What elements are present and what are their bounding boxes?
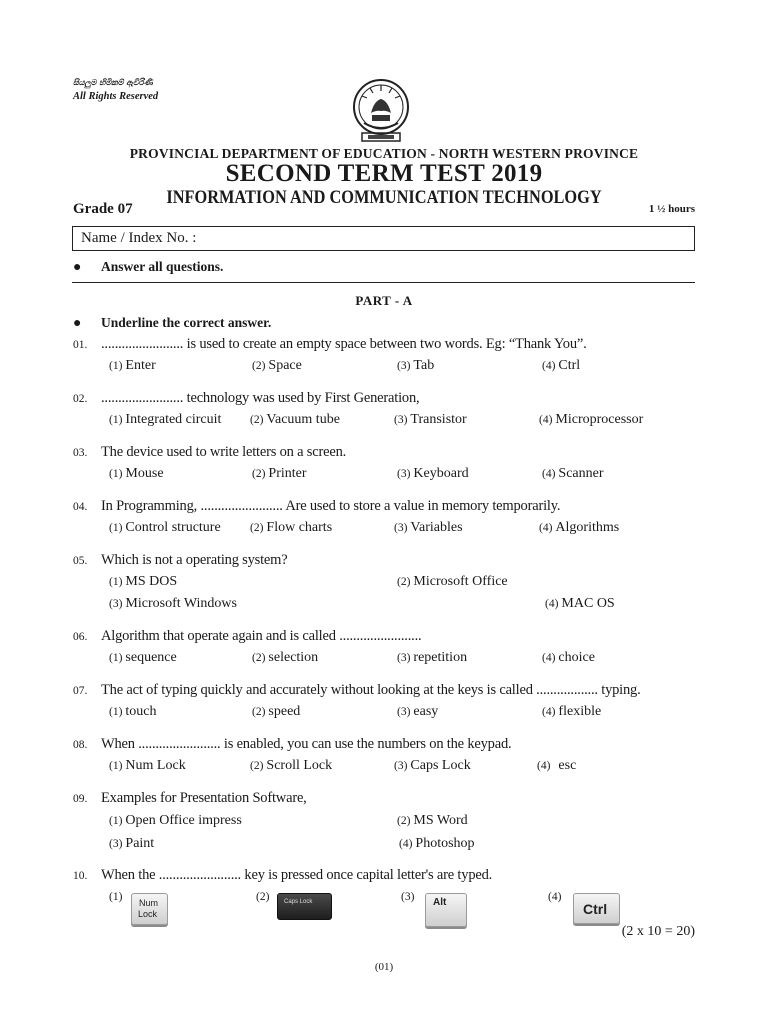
option[interactable]: (3) easy <box>397 704 439 719</box>
option[interactable]: (4) choice <box>542 650 595 665</box>
option[interactable]: (1) Integrated circuit <box>109 412 222 427</box>
name-index-label: Name / Index No. : <box>81 230 197 246</box>
alt-key-icon[interactable]: Alt <box>425 893 467 927</box>
option[interactable]: (4) Ctrl <box>542 358 581 373</box>
option[interactable]: (4) Algorithms <box>539 520 620 535</box>
option[interactable]: (4) flexible <box>542 704 602 719</box>
question-number: 08. <box>73 739 88 751</box>
part-heading: PART - A <box>355 293 413 308</box>
subject-title: INFORMATION AND COMMUNICATION TECHNOLOGY <box>166 187 602 208</box>
option[interactable]: (3) Caps Lock <box>394 758 471 773</box>
option[interactable]: (2) speed <box>252 704 301 719</box>
option[interactable]: (1) Control structure <box>109 520 221 535</box>
rights-sinhala: සියලුම හිමිකම් ඇවිරිණි <box>73 78 153 87</box>
question-number: 05. <box>73 555 88 567</box>
option[interactable]: (4) esc <box>537 758 577 773</box>
option[interactable]: (2) Space <box>252 358 302 373</box>
question-number: 07. <box>73 685 88 697</box>
option[interactable]: (3) Transistor <box>394 412 467 427</box>
question-text: In Programming, ........................ Are used to store a value in memory temporarily. <box>101 498 561 514</box>
option[interactable]: (1) <box>109 891 123 903</box>
option[interactable]: (1) Mouse <box>109 466 164 481</box>
question-text: When the ........................ key is pressed once capital letter's are typed. <box>101 867 493 883</box>
option[interactable]: (1) Enter <box>109 358 156 373</box>
government-emblem-icon <box>352 77 410 143</box>
question-text: Examples for Presentation Software, <box>101 790 307 806</box>
question-number: 10. <box>73 870 88 882</box>
num-lock-key-icon[interactable]: Num Lock <box>131 893 168 925</box>
question-text: When ........................ is enabled, you can use the numbers on the keypad. <box>101 736 512 752</box>
option[interactable]: (2) <box>256 891 270 903</box>
option[interactable]: (3) Paint <box>109 836 155 851</box>
instruction <box>73 259 223 276</box>
option[interactable]: (1) sequence <box>109 650 177 665</box>
instruction-text: Answer all questions. <box>101 259 224 274</box>
option[interactable]: (3) Microsoft Windows <box>109 596 237 611</box>
option[interactable]: (4) Scanner <box>542 466 604 481</box>
department-heading: PROVINCIAL DEPARTMENT OF EDUCATION - NORTH WESTERN PROVINCE <box>129 146 639 161</box>
option[interactable]: (4) MAC OS <box>545 596 615 611</box>
question-number: 02. <box>73 393 88 405</box>
option[interactable]: (3) Tab <box>397 358 435 373</box>
option[interactable]: (3) Keyboard <box>397 466 469 481</box>
question-number: 01. <box>73 339 88 351</box>
option[interactable]: (2) Printer <box>252 466 307 481</box>
question-text: Algorithm that operate again and is called ........................ <box>101 628 422 644</box>
option[interactable]: (2) Scroll Lock <box>250 758 333 773</box>
question-number: 09. <box>73 793 88 805</box>
option[interactable]: (3) Variables <box>394 520 463 535</box>
bullet-icon: ● <box>73 316 82 331</box>
question-number: 06. <box>73 631 88 643</box>
option[interactable]: (4) Microprocessor <box>539 412 644 427</box>
bullet-icon: ● <box>73 260 82 275</box>
sub-instruction <box>73 315 271 332</box>
option[interactable]: (3) <box>401 891 415 903</box>
name-index-field[interactable] <box>72 226 695 251</box>
option[interactable]: (1) touch <box>109 704 157 719</box>
question-number: 04. <box>73 501 88 513</box>
question-text: The device used to write letters on a screen. <box>101 444 347 460</box>
grade-label: Grade 07 <box>73 201 133 217</box>
rights-english: All Rights Reserved <box>73 91 159 102</box>
option[interactable]: (1) Num Lock <box>109 758 186 773</box>
page-number: (01) <box>374 961 394 973</box>
question-number: 03. <box>73 447 88 459</box>
option[interactable]: (2) Microsoft Office <box>397 574 508 589</box>
option[interactable]: (2) MS Word <box>397 813 468 828</box>
divider <box>72 282 695 283</box>
caps-lock-key-icon[interactable]: Caps Lock <box>277 893 332 920</box>
question-text: Which is not a operating system? <box>101 552 288 568</box>
option[interactable]: (4) Photoshop <box>399 836 475 851</box>
sub-instruction-text: Underline the correct answer. <box>101 315 272 330</box>
question-text: ........................ is used to create an empty space between two words. Eg: “Thank You”. <box>101 336 587 352</box>
exam-title: SECOND TERM TEST 2019 <box>225 160 543 187</box>
ctrl-key-icon[interactable]: Ctrl <box>573 893 620 924</box>
option[interactable]: (1) Open Office impress <box>109 813 242 828</box>
question-text: The act of typing quickly and accurately without looking at the keys is called .................. typing. <box>101 682 641 698</box>
marks-label: (2 x 10 = 20) <box>621 924 695 939</box>
option[interactable]: (2) Flow charts <box>250 520 333 535</box>
option[interactable]: (3) repetition <box>397 650 468 665</box>
option[interactable]: (4) <box>548 891 562 903</box>
duration-label: 1 ½ hours <box>648 203 695 215</box>
option[interactable]: (2) selection <box>252 650 319 665</box>
rights-notice <box>73 76 158 104</box>
option[interactable]: (1) MS DOS <box>109 574 178 589</box>
question-text: ........................ technology was used by First Generation, <box>101 390 420 406</box>
option[interactable]: (2) Vacuum tube <box>250 412 340 427</box>
